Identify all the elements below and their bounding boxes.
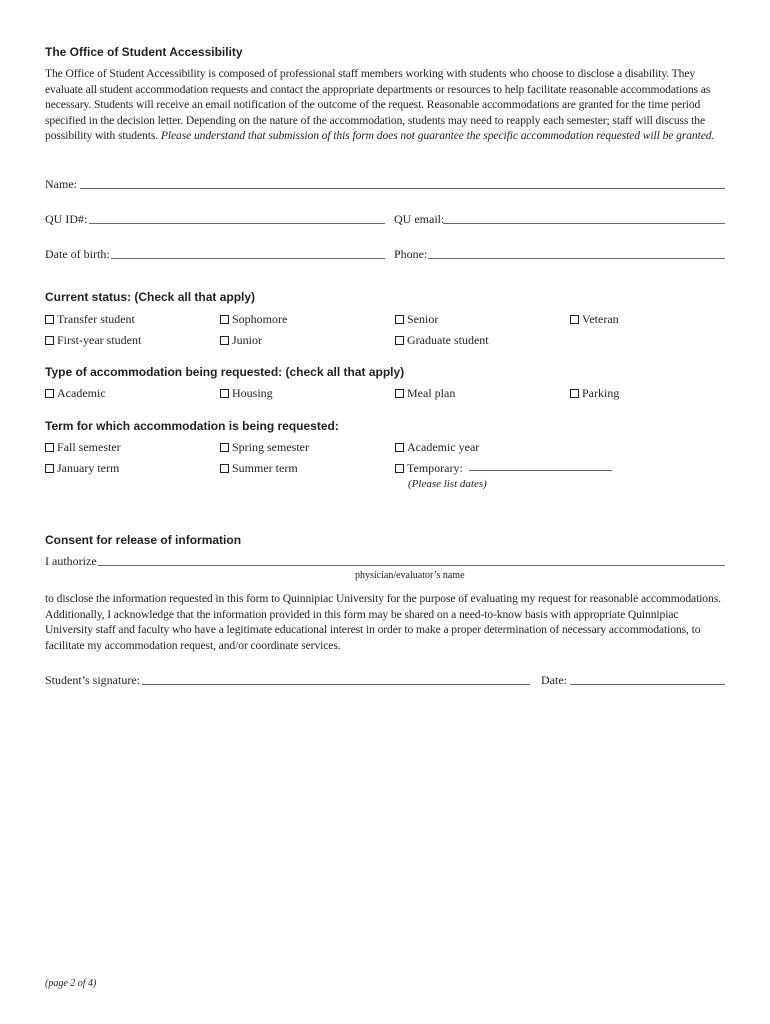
status-junior-checkbox[interactable]: Junior — [220, 333, 262, 348]
physician-name-field[interactable] — [98, 565, 725, 566]
name-label: Name: — [45, 177, 77, 191]
checkbox-icon — [220, 336, 229, 345]
term-summer-term-checkbox[interactable]: Summer term — [220, 461, 298, 476]
physician-name-caption: physician/evaluator’s name — [355, 570, 465, 581]
checkbox-icon — [45, 336, 54, 345]
type-housing-checkbox[interactable]: Housing — [220, 386, 273, 401]
type-parking-checkbox[interactable]: Parking — [570, 386, 619, 401]
name-field[interactable] — [80, 188, 725, 189]
term-spring-semester-checkbox[interactable]: Spring semester — [220, 440, 309, 455]
signature-label: Student’s signature: — [45, 673, 140, 687]
checkbox-icon — [570, 315, 579, 324]
temporary-dates-field[interactable] — [469, 470, 612, 471]
checkbox-icon — [220, 464, 229, 473]
qu-id-field[interactable] — [89, 223, 385, 224]
type-meal-plan-checkbox[interactable]: Meal plan — [395, 386, 455, 401]
date-field[interactable] — [570, 684, 725, 685]
signature-field[interactable] — [142, 684, 530, 685]
page-title: The Office of Student Accessibility — [45, 45, 243, 59]
checkbox-icon — [220, 443, 229, 452]
accommodation-type-heading: Type of accommodation being requested: (check all that apply) — [45, 365, 405, 379]
checkbox-icon — [395, 443, 404, 452]
checkbox-icon — [45, 315, 54, 324]
status-graduate-student-checkbox[interactable]: Graduate student — [395, 333, 489, 348]
status-senior-checkbox[interactable]: Senior — [395, 312, 438, 327]
intro-text: The Office of Student Accessibility is composed of professional staff members working with students who choose to disclose a disability. They evaluate all student accommodation requests and contact the appropriate departments or resources to help facilitate reasonable accommodations as necessary. Students will receive an email notification of the outcome of the request. Reasonable accommodations are granted for the time period specified in the decision letter. Depending on the nature of the accommodation, students may need to reapply each semester; staff will discuss the possibility with students. — [45, 67, 711, 143]
consent-body: to disclose the information requested in this form to Quinnipiac University for the purpose of evaluating my request for reasonable accommodations. Additionally, I acknowledge that the information provided in this form may be shared on a need-to-know basis with appropriate Quinnipiac University staff and faculty who have a legitimate educational interest in order to make a proper determination of necessary accommodations, to facilitate my accommodation request, and/or coordinate services. — [45, 592, 721, 652]
qu-email-field[interactable] — [443, 223, 725, 224]
qu-email-label: QU email: — [394, 212, 445, 226]
checkbox-icon — [570, 389, 579, 398]
term-academic-year-checkbox[interactable]: Academic year — [395, 440, 479, 455]
status-transfer-student-checkbox[interactable]: Transfer student — [45, 312, 135, 327]
term-fall-semester-checkbox[interactable]: Fall semester — [45, 440, 121, 455]
intro-disclaimer: Please understand that submission of this form does not guarantee the specific accommodation requested will be granted. — [160, 129, 715, 143]
status-veteran-checkbox[interactable]: Veteran — [570, 312, 619, 327]
checkbox-icon — [395, 315, 404, 324]
status-first-year-student-checkbox[interactable]: First-year student — [45, 333, 141, 348]
type-academic-checkbox[interactable]: Academic — [45, 386, 106, 401]
term-temporary-checkbox[interactable]: Temporary: — [395, 461, 463, 476]
term-january-term-checkbox[interactable]: January term — [45, 461, 119, 476]
status-sophomore-checkbox[interactable]: Sophomore — [220, 312, 287, 327]
consent-heading: Consent for release of information — [45, 533, 242, 547]
checkbox-icon — [45, 443, 54, 452]
current-status-heading: Current status: (Check all that apply) — [45, 290, 256, 304]
authorize-label: I authorize — [45, 554, 97, 568]
term-heading: Term for which accommodation is being requested: — [45, 419, 339, 433]
temporary-dates-note: (Please list dates) — [408, 478, 487, 490]
checkbox-icon — [220, 315, 229, 324]
checkbox-icon — [45, 389, 54, 398]
checkbox-icon — [395, 389, 404, 398]
qu-id-label: QU ID#: — [45, 212, 88, 226]
phone-label: Phone: — [394, 247, 428, 261]
date-label: Date: — [541, 673, 567, 687]
page-number: (page 2 of 4) — [45, 978, 97, 989]
phone-field[interactable] — [428, 258, 725, 259]
intro-paragraph — [45, 66, 730, 144]
checkbox-icon — [45, 464, 54, 473]
checkbox-icon — [395, 336, 404, 345]
dob-field[interactable] — [111, 258, 385, 259]
checkbox-icon — [220, 389, 229, 398]
dob-label: Date of birth: — [45, 247, 110, 261]
checkbox-icon — [395, 464, 404, 473]
